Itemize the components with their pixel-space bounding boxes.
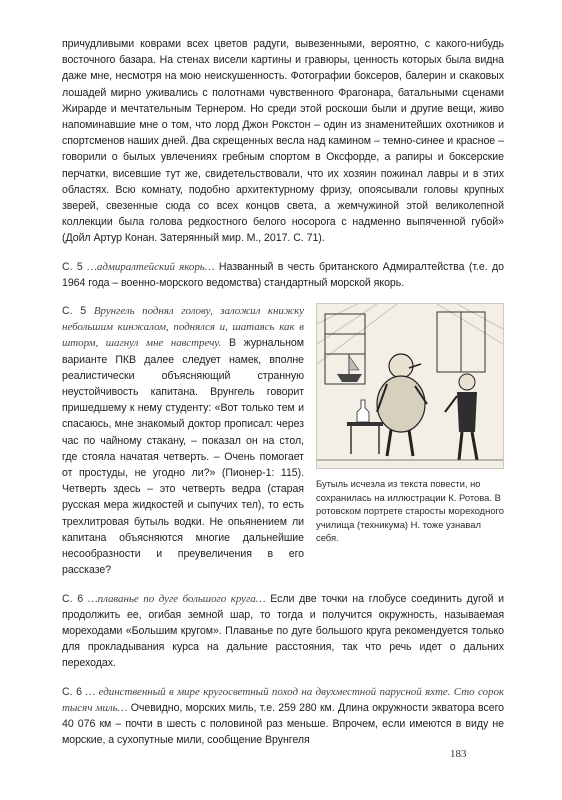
quoted-phrase: …плаванье по дуге большого круга… (87, 592, 266, 605)
page-reference: С. 6 (62, 592, 84, 605)
page-reference: С. 6 (62, 685, 82, 698)
note-text: В журнальном варианте ПКВ далее следует намек, вполне реалистически объясняющий странную неустойчивость капитана. Врунгель говорит пришедшему к нему студенту: «Вот только тем и спасаюсь, мне знакомый доктор прописал: через час по чайному стакану, – показал он на стол, где стояла начатая четверть. – Очень помогает от простуды, не угодно ли?» (Пионер-1: 115). Четверть здесь – это четверть ведра (старая русская мера жидкостей и сыпучих тел), то есть трехлитровая бутыль водки. Не опьянением ли капитана объясняются многие дальнейшие несообразности и преувеличения в его рассказе? (62, 337, 305, 577)
illustration-figure (316, 303, 504, 545)
page-body (62, 36, 504, 760)
figure-caption: Бутыль исчезла из текста повести, но сохранилась на иллюстрации К. Ротова. В ротовском портрете старосты мореходного училища (техникума) Н. тоже узнавал себя. (316, 478, 504, 544)
note-text: Очевидно, морских миль, т.е. 259 280 км. Длина окружности экватора всего 40 076 км – почти в шесть с половиной раз меньше. Впрочем, если имеются в виду не морские, а сухопутные мили, сообщение Врунгеля (62, 701, 504, 747)
paragraph-quote-continuation: причудливыми коврами всех цветов радуги, вывезенными, вероятно, с какого-нибудь восточного базара. На стенах висели картины и гравюры, ценность которых была видна даже мне, несмотря на мою неискушенность. Фотографии боксеров, балерин и скаковых лошадей мирно уживались с полотнами чувственного Фрагонара, батальными сценами Жирарде и мечтательным Тернером. Но среди этой роскоши были и другие вещи, живо напоминавшие мне о том, что лорд Джон Рокстон – один из знаменитейших охотников и спортсменов наших дней. Два скрещенных весла над камином – темно-синее и красное – говорили о былых увлечениях гребным спортом в Оксфорде, а рапиры и боксерские перчатки, висевшие тут же, свидетельствовали, что их хозяин пожинал лавры и в этих областях. Всю комнату, подобно архитектурному фризу, опоясывали головы крупных зверей, свезенные сюда со всех концов света, а жемчужиной этой великолепной коллекции была голова редкостного белого носорога с надменно выпяченной губой» (Дойл Артур Конан. Затерянный мир. М., 2017. С. 71). (62, 38, 504, 245)
page-reference: С. 5 (62, 260, 83, 273)
note-circumnavigation (62, 684, 504, 749)
quoted-phrase: … единственный в мире кругосветный поход на двухместной парусной яхте. Сто сорок тысяч миль… (62, 685, 504, 714)
quoted-phrase: Врунгель поднял голову, заложил книжку небольшим кинжалом, поднялся и, шатаясь как в шторм, шагнул мне навстречу. (62, 305, 304, 350)
note-text: Названный в честь британского Адмиралтейства (т.е. до 1964 года – военно-морского ведомства) стандартный морской якорь. (62, 260, 505, 289)
note-admiralty-anchor (62, 259, 504, 291)
note-text: Если две точки на глобусе соединить дугой и продолжить ее, огибая земной шар, то тогда и получится окружность, называемая мореходами «Большим кругом». Плаванье по дуге большого круга рекомендуется только для прокладывания курса на дальние расстояния, так что речь идет о дальних переходах. (62, 592, 504, 670)
page-reference: С. 5 (62, 305, 87, 318)
quoted-phrase: …адмиралтейский якорь… (87, 260, 215, 273)
rotov-illustration-image (316, 303, 504, 469)
page-number: 183 (450, 748, 467, 760)
note-great-circle (62, 591, 504, 672)
